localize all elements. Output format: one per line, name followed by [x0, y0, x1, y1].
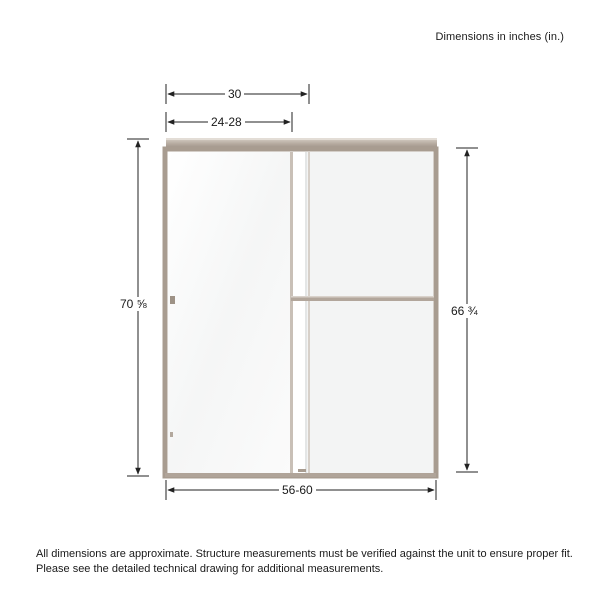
left-glass-panel — [168, 152, 292, 473]
right-glass-panel — [292, 152, 433, 473]
center-stile — [290, 152, 293, 473]
dimension-bottom-width: 56-60 — [279, 483, 316, 497]
glass-reflection — [293, 152, 305, 473]
shower-door — [165, 138, 437, 477]
dimension-right-height: 66 ¾ — [448, 304, 481, 318]
dimension-top-opening-width: 24-28 — [208, 115, 245, 129]
units-note: Dimensions in inches (in.) — [435, 31, 564, 43]
door-handle — [170, 296, 175, 304]
bottom-track — [165, 473, 436, 477]
dimension-top-overall-width: 30 — [225, 87, 244, 101]
bottom-guide — [298, 469, 306, 472]
disclaimer-note: All dimensions are approximate. Structure measurements must be verified against the unit to ensure proper fit. Please see the detailed technical drawing for additional measurements. — [36, 548, 573, 575]
dimension-left-height: 70 ⅝ — [117, 297, 150, 311]
